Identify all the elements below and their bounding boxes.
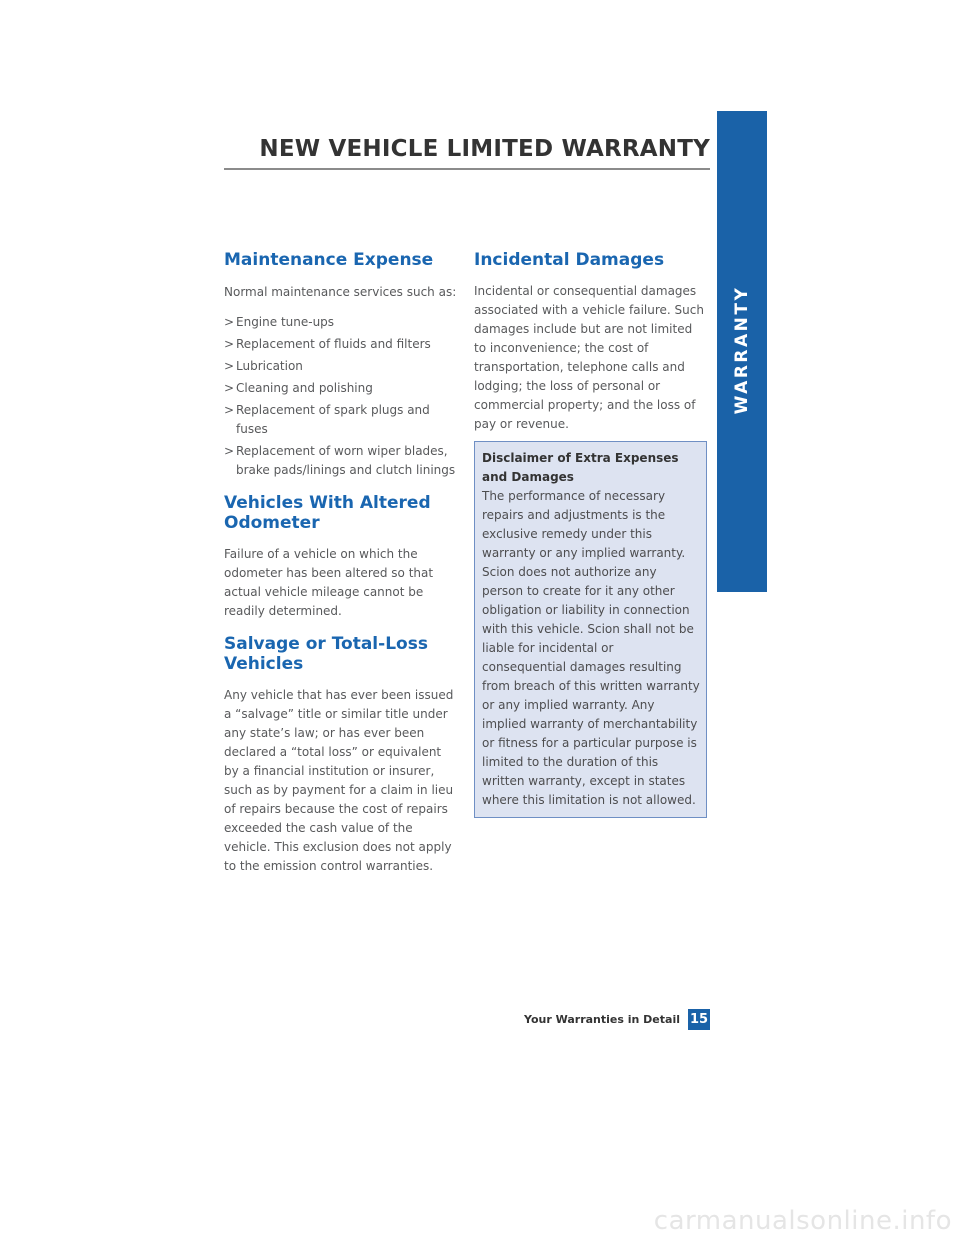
maintenance-heading: Maintenance Expense — [224, 250, 434, 270]
chevron-right-icon: > — [224, 315, 235, 329]
left-column — [224, 250, 458, 876]
maintenance-intro: Normal maintenance services such as: — [224, 285, 457, 299]
disclaimer-body: The performance of necessary repairs and adjustments is the exclusive remedy under this warranty or any implied warranty. Scion does not authorize any person to create for it any other obligation or liability in connection with this vehicle. Scion shall not be liable for incidental or consequential damages resulting from breach of this written warranty or any implied warranty. Any implied warranty of merchantability or fitness for a particular purpose is limited to the duration of this written warranty, except in states where this limitation is not allowed. — [482, 489, 700, 807]
list-item-text: Engine tune-ups — [236, 315, 335, 329]
list-item-text: Replacement of worn wiper blades, brake pads/linings and clutch linings — [236, 444, 456, 477]
list-item-text: Replacement of spark plugs and fuses — [236, 403, 430, 436]
maintenance-list — [224, 313, 458, 480]
chevron-right-icon: > — [224, 359, 235, 373]
list-item-text: Replacement of fluids and filters — [236, 337, 431, 351]
list-item — [224, 313, 458, 332]
side-section-tab-label: WARRANTY — [732, 285, 752, 415]
page-number-badge: 15 — [688, 1009, 710, 1030]
chevron-right-icon: > — [224, 444, 235, 458]
chevron-right-icon: > — [224, 381, 235, 395]
altered-odometer-heading: Vehicles With Altered Odometer — [224, 493, 431, 533]
altered-odometer-body: Failure of a vehicle on which the odometer has been altered so that actual vehicle mileage cannot be readily determined. — [224, 547, 434, 618]
header-divider — [224, 168, 710, 170]
incidental-heading: Incidental Damages — [474, 250, 665, 270]
page-title: NEW VEHICLE LIMITED WARRANTY — [259, 136, 710, 162]
watermark: carmanualsonline.info — [653, 1206, 952, 1236]
footer-section-label: Your Warranties in Detail — [524, 1013, 680, 1026]
chevron-right-icon: > — [224, 337, 235, 351]
disclaimer-title: Disclaimer of Extra Expenses and Damages — [482, 451, 679, 484]
salvage-heading: Salvage or Total-Loss Vehicles — [224, 634, 428, 674]
list-item-text: Lubrication — [236, 359, 303, 373]
disclaimer-box — [474, 441, 707, 818]
chevron-right-icon: > — [224, 403, 235, 417]
list-item — [224, 401, 458, 439]
incidental-body: Incidental or consequential damages associated with a vehicle failure. Such damages include but are not limited to inconvenience; the cost of transportation, telephone calls and lodging; the loss of personal or commercial property; and the loss of pay or revenue. — [474, 284, 704, 431]
right-column — [474, 250, 708, 434]
list-item-text: Cleaning and polishing — [236, 381, 373, 395]
list-item — [224, 379, 458, 398]
list-item — [224, 442, 458, 480]
list-item — [224, 357, 458, 376]
list-item — [224, 335, 458, 354]
salvage-body: Any vehicle that has ever been issued a “salvage” title or similar title under any state’s law; or has ever been declared a “total loss” or equivalent by a financial institution or insurer, such as by payment for a claim in lieu of repairs because the cost of repairs exceeded the cash value of the vehicle. This exclusion does not apply to the emission control warranties. — [224, 688, 454, 873]
